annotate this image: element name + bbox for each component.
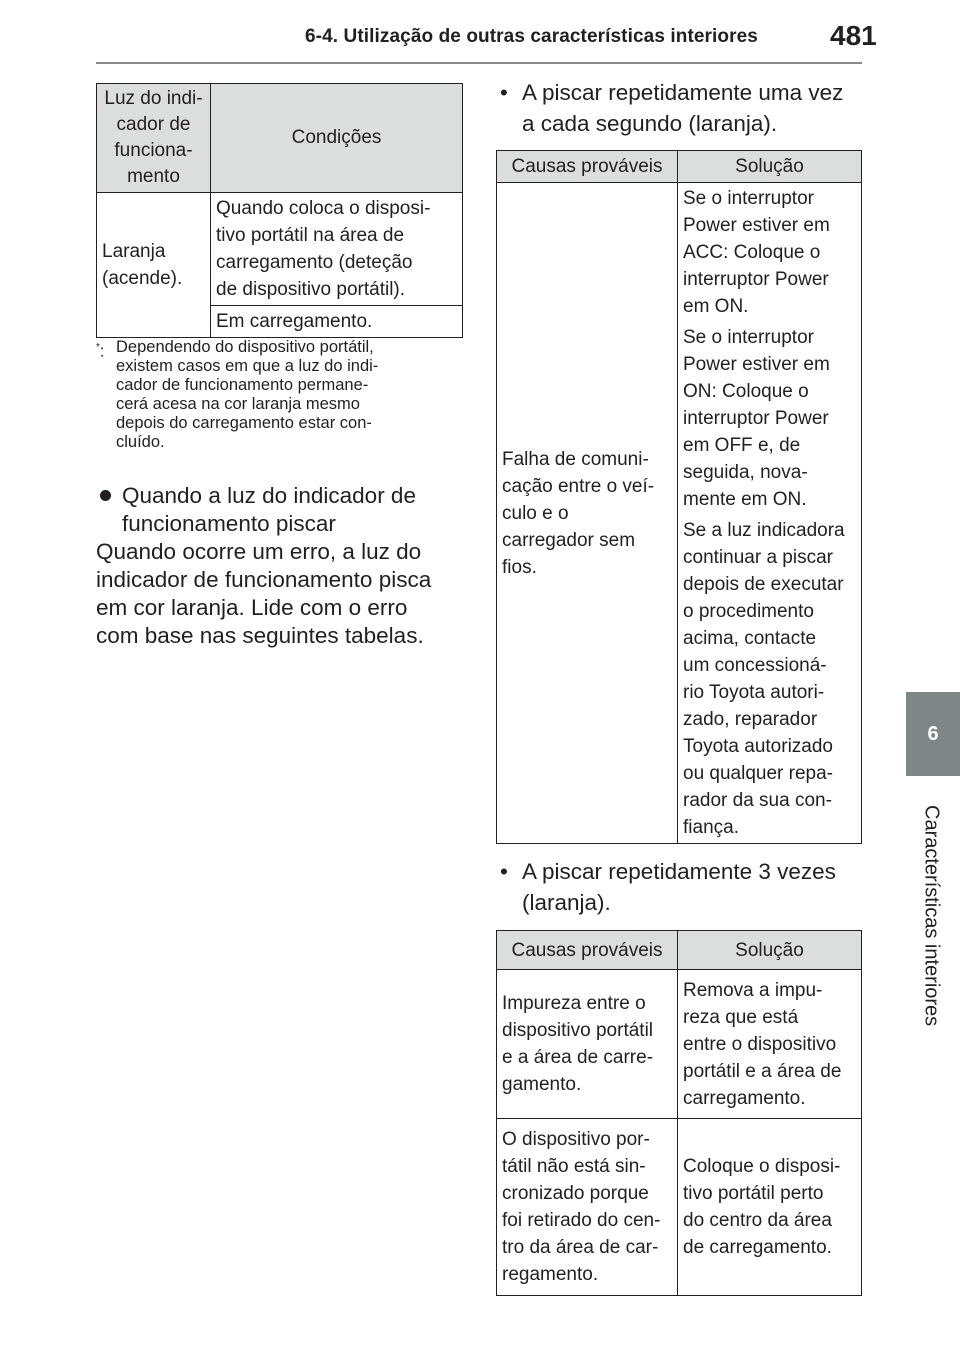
solution-paragraph: Se o interruptor Power estiver em ACC: Coloque o interruptor Power em ON. — [683, 188, 830, 317]
footnote-text: Dependendo do dispositivo portátil, existem casos em que a luz do indi- cador de funcionamento permane- cerá acesa na cor laranja mesmo depois do carregamento estar con- cluído. — [116, 338, 379, 451]
table-header-cell: Luz do indi- cador de funciona- mento — [97, 84, 211, 193]
bullet-marker: • — [500, 859, 508, 884]
chapter-label — [904, 786, 958, 1046]
section-paragraph: Quando ocorre um erro, a luz do indicador de funcionamento pisca em cor laranja. Lide com o erro com base nas seguintes tabelas. — [96, 539, 432, 648]
table-header-cell: Condições — [211, 84, 463, 193]
table-row — [97, 193, 463, 306]
error-table-once-per-second — [496, 150, 862, 844]
table-cell: O dispositivo por- tátil não está sin- cronizado porque foi retirado do cen- tro da área de car- regamento. — [497, 1119, 678, 1296]
page-number: 481 — [830, 20, 877, 51]
chapter-label-text: Características interiores — [920, 805, 943, 1027]
bullet-marker: • — [500, 80, 508, 105]
table-header-row — [497, 931, 862, 970]
table-cell: Coloque o disposi- tivo portátil perto do centro da área de carregamento. — [678, 1119, 862, 1296]
table-cell — [678, 183, 862, 844]
table-cell: Falha de comuni- cação entre o veí- culo e o carregador sem fios. — [497, 183, 678, 844]
table-header-row — [497, 151, 862, 183]
header-divider — [96, 62, 862, 64]
table-header-cell: Solução — [678, 931, 862, 970]
bullet-item — [500, 856, 862, 918]
section-heading-text: Quando a luz do indicador de funcionamento piscar — [122, 483, 416, 536]
table-header-row — [97, 84, 463, 193]
table-header-cell: Causas prováveis — [497, 151, 678, 183]
table-cell: Impureza entre o dispositivo portátil e a área de carre- gamento. — [497, 970, 678, 1119]
table-row — [497, 183, 862, 844]
section-heading — [100, 482, 460, 538]
bullet-dot-icon — [100, 490, 111, 501]
table-cell: Quando coloca o disposi- tivo portátil na área de carregamento (deteção de dispositivo portátil). — [211, 193, 463, 306]
table-header-cell: Solução — [678, 151, 862, 183]
table-cell: Laranja (acende). — [97, 193, 211, 338]
footnote — [96, 338, 456, 452]
solution-paragraph: Se o interruptor Power estiver em ON: Coloque o interruptor Power em OFF e, de seguida, nova- mente em ON. — [683, 327, 830, 510]
table-cell: Em carregamento. — [211, 306, 463, 338]
table-row — [497, 970, 862, 1119]
bullet-item — [500, 77, 862, 139]
table-row — [497, 1119, 862, 1296]
solution-paragraph: Se a luz indicadora continuar a piscar depois de executar o procedimento acima, contacte um concessioná- rio Toyota autori- zado, reparador Toyota autorizado ou qualquer repa- rador da sua con- fiança. — [683, 520, 845, 838]
bullet-text: A piscar repetidamente uma vez a cada segundo (laranja). — [522, 80, 844, 136]
chapter-number: 6 — [927, 722, 939, 745]
table-header-cell: Causas prováveis — [497, 931, 678, 970]
error-table-three-times — [496, 930, 862, 1296]
table-cell: Remova a impu- reza que está entre o dispositivo portátil e a área de carregamento. — [678, 970, 862, 1119]
section-title: 6-4. Utilização de outras características interiores — [305, 26, 758, 47]
footnote-marker: *: — [96, 342, 105, 361]
chapter-tab[interactable] — [906, 692, 960, 776]
indicator-conditions-table — [96, 83, 463, 338]
bullet-text: A piscar repetidamente 3 vezes (laranja). — [522, 859, 836, 915]
